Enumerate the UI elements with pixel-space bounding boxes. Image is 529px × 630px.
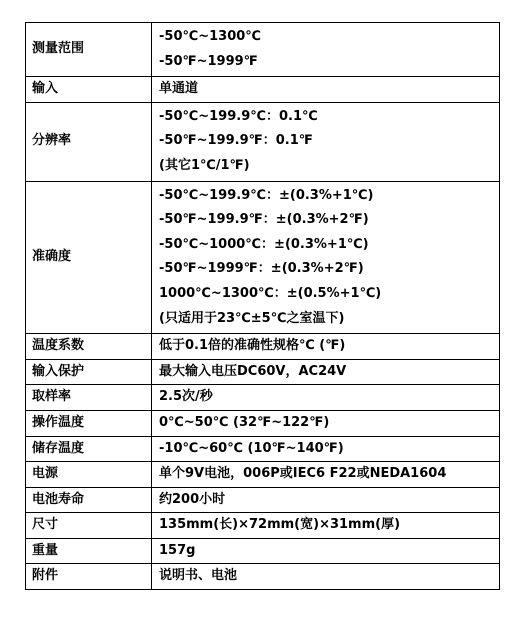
value-line: 2.5次/秒	[159, 389, 213, 405]
row-label: 测量范围	[26, 23, 152, 77]
value-line: -50℃~1000℃：±(0.3%+1℃)	[159, 236, 369, 252]
table-row	[26, 385, 500, 411]
row-label: 电池寿命	[26, 487, 152, 513]
table-row	[26, 462, 500, 488]
row-value	[152, 77, 500, 103]
spec-table	[25, 22, 500, 590]
value-line: 0℃~50℃ (32℉~122℉)	[159, 414, 330, 430]
row-label: 储存温度	[26, 436, 152, 462]
row-value	[152, 487, 500, 513]
row-label: 输入	[26, 77, 152, 103]
value-line: 约200小时	[159, 491, 226, 507]
table-row	[26, 487, 500, 513]
value-line: 最大输入电压DC60V，AC24V	[159, 363, 347, 379]
value-line: 135mm(长)×72mm(宽)×31mm(厚)	[159, 517, 401, 533]
table-row	[26, 334, 500, 360]
table-row	[26, 513, 500, 539]
row-value	[152, 385, 500, 411]
value-line: 1000℃~1300℃：±(0.5%+1℃)	[159, 285, 382, 301]
row-label: 温度系数	[26, 334, 152, 360]
row-value	[152, 462, 500, 488]
row-label: 附件	[26, 564, 152, 590]
row-value	[152, 538, 500, 564]
table-row	[26, 564, 500, 590]
table-row	[26, 410, 500, 436]
row-label: 尺寸	[26, 513, 152, 539]
row-value	[152, 436, 500, 462]
value-line: -50℉~1999℉：±(0.3%+2℉)	[159, 261, 364, 277]
value-line: -50℉~199.9℉：0.1℉	[159, 133, 313, 149]
value-line: 低于0.1倍的准确性规格℃ (℉)	[159, 338, 346, 354]
row-label: 输入保护	[26, 359, 152, 385]
value-line: (其它1℃/1℉)	[159, 157, 250, 173]
row-label: 电源	[26, 462, 152, 488]
value-line: 单通道	[159, 81, 199, 97]
table-row	[26, 436, 500, 462]
row-value	[152, 513, 500, 539]
row-value	[152, 102, 500, 181]
row-label: 操作温度	[26, 410, 152, 436]
table-row	[26, 359, 500, 385]
table-row	[26, 23, 500, 77]
value-line: (只适用于23℃±5℃之室温下)	[159, 310, 345, 326]
row-value	[152, 410, 500, 436]
row-value	[152, 564, 500, 590]
value-line: -50℃~199.9℃：0.1℃	[159, 108, 318, 124]
value-line: 157g	[159, 542, 196, 558]
value-line: 说明书、电池	[159, 568, 238, 584]
table-row	[26, 538, 500, 564]
table-row	[26, 77, 500, 103]
value-line: -50℃~199.9℃：±(0.3%+1℃)	[159, 187, 374, 203]
row-value	[152, 181, 500, 334]
row-label: 重量	[26, 538, 152, 564]
value-line: -50℉~1999℉	[159, 53, 258, 69]
row-value	[152, 359, 500, 385]
table-row	[26, 181, 500, 334]
row-label: 分辨率	[26, 102, 152, 181]
row-value	[152, 23, 500, 77]
value-line: -10℃~60℃ (10℉~140℉)	[159, 440, 344, 456]
row-label: 准确度	[26, 181, 152, 334]
row-value	[152, 334, 500, 360]
table-row	[26, 102, 500, 181]
row-label: 取样率	[26, 385, 152, 411]
value-line: 单个9V电池，006P或IEC6 F22或NEDA1604	[159, 466, 447, 482]
value-line: -50℃~1300℃	[159, 29, 262, 44]
value-line: -50℉~199.9℉：±(0.3%+2℉)	[159, 212, 369, 228]
